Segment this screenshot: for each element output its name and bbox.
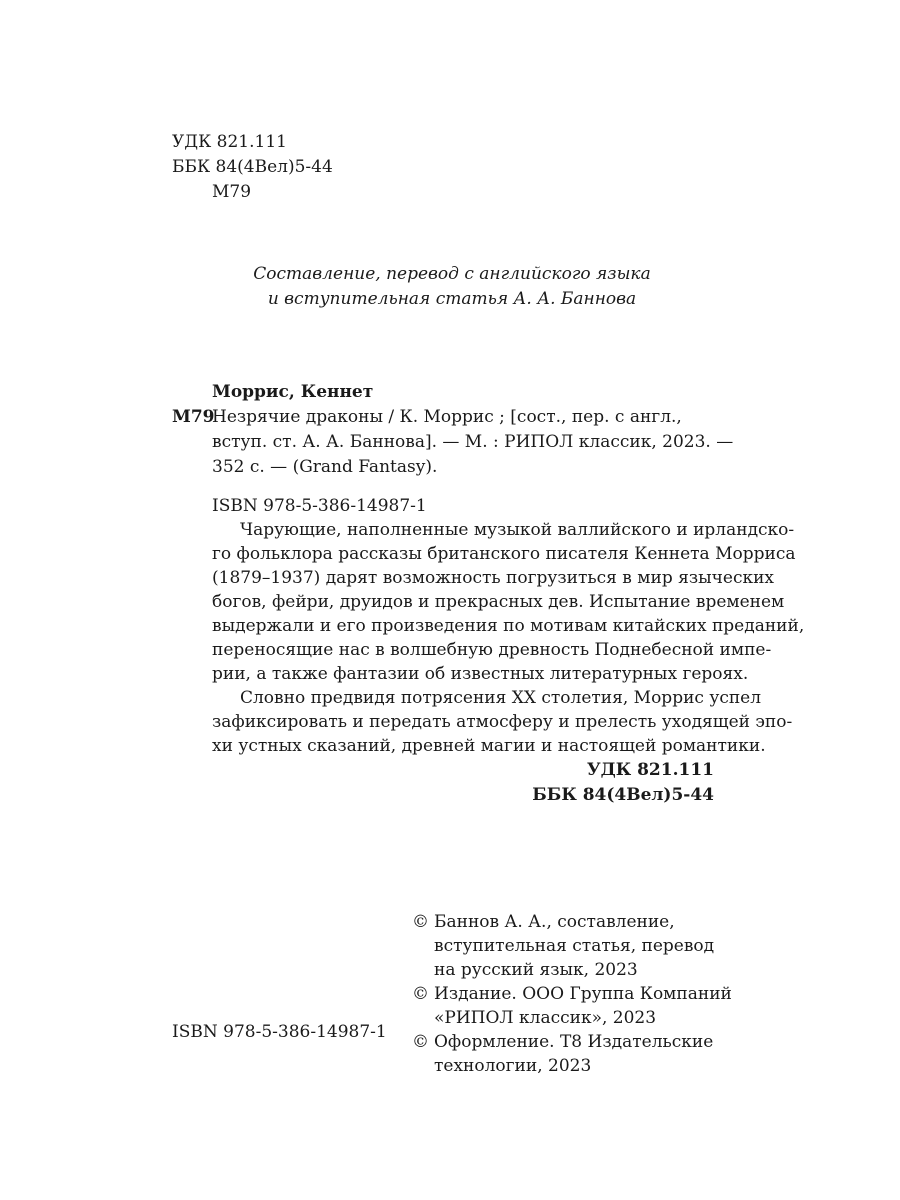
annotation-line: Словно предвидя потрясения XX столетия, Моррис успел	[240, 688, 762, 708]
record-line: Незрячие драконы / К. Моррис ; [сост., пер. с англ.,	[212, 407, 682, 427]
classification-block	[172, 130, 333, 205]
record-description	[172, 405, 732, 480]
author-mark: М79	[212, 182, 252, 202]
annotation-line: рии, а также фантазии об известных литературных героях.	[212, 664, 749, 684]
copyright-entry	[412, 1030, 732, 1078]
copyright-block	[412, 910, 732, 1078]
annotation	[212, 518, 805, 758]
bibliographic-record	[172, 380, 732, 519]
record-line: вступ. ст. А. А. Баннова]. — М. : РИПОЛ классик, 2023. —	[212, 432, 734, 452]
copyright-entry	[412, 910, 732, 982]
copyright-line: Оформление. Т8 Издательские	[434, 1032, 714, 1052]
annotation-line: Чарующие, наполненные музыкой валлийского и ирландско-	[240, 520, 795, 540]
record-isbn: ISBN 978-5-386-14987-1	[212, 496, 427, 516]
compilation-credit	[200, 262, 704, 312]
annotation-line: (1879–1937) дарят возможность погрузиться в мир языческих	[212, 568, 775, 588]
record-line: 352 с. — (Grand Fantasy).	[212, 457, 438, 477]
author-name: Моррис, Кеннет	[212, 382, 374, 402]
bbk-code-right: ББК 84(4Вел)5-44	[532, 785, 714, 805]
copyright-symbol: ©	[412, 912, 429, 932]
copyright-line: Баннов А. А., составление,	[434, 912, 675, 932]
copyright-line: технологии, 2023	[434, 1056, 592, 1076]
annotation-line: выдержали и его произведения по мотивам китайских преданий,	[212, 616, 805, 636]
udk-code-right: УДК 821.111	[586, 760, 714, 780]
copyright-line: вступительная статья, перевод	[434, 936, 715, 956]
copyright-symbol: ©	[412, 1032, 429, 1052]
compilation-line: Составление, перевод с английского языка	[253, 264, 651, 284]
udk-code: УДК 821.111	[172, 132, 287, 152]
copyright-line: «РИПОЛ классик», 2023	[434, 1008, 657, 1028]
annotation-line: хи устных сказаний, древней магии и настоящей романтики.	[212, 736, 766, 756]
bbk-code: ББК 84(4Вел)5-44	[172, 157, 333, 177]
record-author-mark: М79	[172, 407, 215, 427]
copyright-symbol: ©	[412, 984, 429, 1004]
compilation-line: и вступительная статья А. А. Баннова	[267, 289, 637, 309]
annotation-line: переносящие нас в волшебную древность Поднебесной импе-	[212, 640, 772, 660]
annotation-line: зафиксировать и передать атмосферу и прелесть уходящей эпо-	[212, 712, 793, 732]
copyright-line: Издание. ООО Группа Компаний	[434, 984, 732, 1004]
annotation-line: богов, фейри, друидов и прекрасных дев. Испытание временем	[212, 592, 785, 612]
copyright-line: на русский язык, 2023	[434, 960, 638, 980]
isbn-bottom: ISBN 978-5-386-14987-1	[172, 1022, 387, 1042]
classification-right	[532, 758, 714, 808]
annotation-line: го фольклора рассказы британского писателя Кеннета Морриса	[212, 544, 796, 564]
copyright-entry	[412, 982, 732, 1030]
